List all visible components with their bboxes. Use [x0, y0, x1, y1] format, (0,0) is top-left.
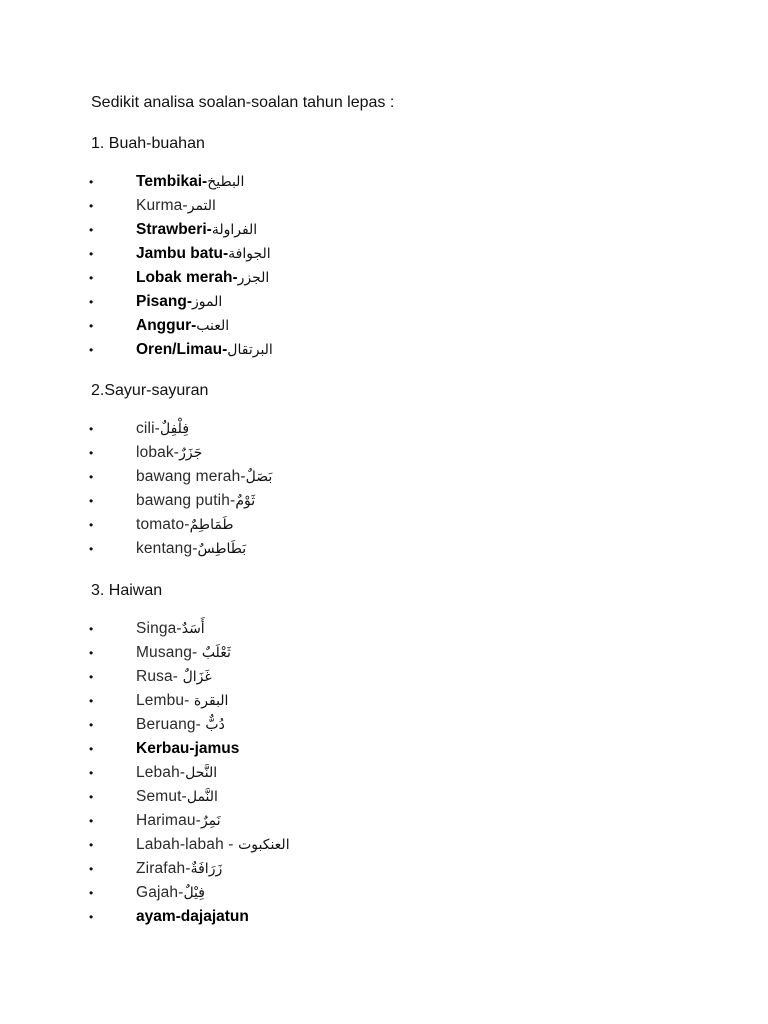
item-text — [136, 857, 222, 881]
item-text — [136, 513, 234, 537]
list-item — [0, 809, 768, 833]
list-item — [0, 417, 768, 441]
item-text — [136, 218, 257, 242]
arabic-word: بَطَاطِسٌ — [197, 541, 247, 557]
bullet-icon: • — [89, 910, 94, 924]
bullet-icon: • — [89, 422, 94, 436]
malay-word: Rusa- — [136, 668, 183, 685]
arabic-word: ثَوْمٌ — [235, 493, 256, 509]
list-item — [0, 338, 768, 362]
bullet-icon: • — [89, 862, 94, 876]
bullet-icon: • — [89, 247, 94, 261]
bullet-icon: • — [89, 766, 94, 780]
arabic-word: العنكبوت — [238, 837, 290, 853]
vegetable-list — [0, 417, 768, 561]
item-text — [136, 290, 222, 314]
bullet-icon: • — [89, 343, 94, 357]
malay-word: bawang merah- — [136, 468, 246, 485]
bullet-icon: • — [89, 494, 94, 508]
arabic-word: البطيخ — [207, 174, 245, 190]
section-title-animals: 3. Haiwan — [91, 582, 163, 599]
list-item — [0, 713, 768, 737]
malay-word: Lobak merah- — [136, 269, 238, 286]
item-text — [136, 617, 205, 641]
list-item — [0, 489, 768, 513]
bullet-icon: • — [89, 718, 94, 732]
arabic-word: دُبٌّ — [205, 717, 225, 733]
bullet-icon: • — [89, 542, 94, 556]
malay-word: Lebah- — [136, 764, 186, 781]
list-item — [0, 737, 768, 761]
malay-word: Oren/Limau- — [136, 341, 228, 358]
arabic-word: التمر — [187, 198, 216, 214]
bullet-icon: • — [89, 814, 94, 828]
bullet-icon: • — [89, 319, 94, 333]
list-item — [0, 785, 768, 809]
bullet-icon: • — [89, 646, 94, 660]
bullet-icon: • — [89, 622, 94, 636]
arabic-word: بَصَلٌ — [245, 469, 273, 485]
list-item — [0, 833, 768, 857]
list-item — [0, 465, 768, 489]
list-item — [0, 266, 768, 290]
arabic-word: النَّحل — [185, 765, 218, 781]
arabic-word: البرتقال — [227, 342, 273, 358]
intro-line: Sedikit analisa soalan-soalan tahun lepas : — [91, 94, 395, 111]
item-text — [136, 737, 239, 761]
malay-word: Kerbau-jamus — [136, 740, 240, 757]
malay-word: Jambu batu- — [136, 245, 229, 262]
item-text — [136, 537, 246, 561]
item-text — [136, 314, 229, 338]
item-text — [136, 641, 231, 665]
item-text — [136, 689, 228, 713]
item-text — [136, 266, 269, 290]
item-text — [136, 417, 189, 441]
bullet-icon: • — [89, 175, 94, 189]
malay-word: kentang- — [136, 540, 198, 557]
bullet-icon: • — [89, 742, 94, 756]
bullet-icon: • — [89, 199, 94, 213]
item-text — [136, 881, 205, 905]
arabic-word: الموز — [191, 294, 223, 310]
item-text — [136, 441, 202, 465]
malay-word: ayam-dajajatun — [136, 908, 249, 925]
list-item — [0, 689, 768, 713]
list-item — [0, 857, 768, 881]
item-text — [136, 170, 244, 194]
list-item — [0, 617, 768, 641]
list-item — [0, 537, 768, 561]
bullet-icon: • — [89, 694, 94, 708]
malay-word: Lembu- — [136, 692, 194, 709]
malay-word: Beruang- — [136, 716, 206, 733]
arabic-word: طَمَاطِمٌ — [189, 517, 234, 533]
bullet-icon: • — [89, 446, 94, 460]
bullet-icon: • — [89, 790, 94, 804]
malay-word: Semut- — [136, 788, 187, 805]
list-item — [0, 218, 768, 242]
item-text — [136, 761, 217, 785]
arabic-word: العنب — [196, 318, 230, 334]
arabic-word: فِلْفِلٌ — [160, 421, 190, 437]
bullet-icon: • — [89, 518, 94, 532]
list-item — [0, 641, 768, 665]
fruit-list — [0, 170, 768, 362]
list-item — [0, 194, 768, 218]
bullet-icon: • — [89, 223, 94, 237]
malay-word: Strawberi- — [136, 221, 212, 238]
list-item — [0, 513, 768, 537]
arabic-word: الجزر — [237, 270, 270, 286]
item-text — [136, 713, 225, 737]
arabic-word: فِيْلٌ — [183, 885, 205, 901]
malay-word: bawang putih- — [136, 492, 236, 509]
arabic-word: أَسَدٌ — [181, 621, 205, 637]
list-item — [0, 881, 768, 905]
list-item — [0, 170, 768, 194]
malay-word: Kurma- — [136, 197, 188, 214]
arabic-word: البقرة — [193, 693, 229, 709]
list-item — [0, 441, 768, 465]
arabic-word: زَرَافَةٌ — [190, 861, 223, 877]
item-text — [136, 905, 249, 929]
malay-word: Zirafah- — [136, 860, 191, 877]
section-title-vegetables: 2.Sayur-sayuran — [91, 382, 209, 399]
malay-word: cili- — [136, 420, 160, 437]
arabic-word: النَّمل — [186, 789, 218, 805]
arabic-word: ثَعْلَبٌ — [201, 645, 231, 661]
list-item — [0, 314, 768, 338]
malay-word: Anggur- — [136, 317, 197, 334]
bullet-icon: • — [89, 271, 94, 285]
bullet-icon: • — [89, 470, 94, 484]
bullet-icon: • — [89, 838, 94, 852]
malay-word: Pisang- — [136, 293, 192, 310]
animal-list — [0, 617, 768, 929]
malay-word: tomato- — [136, 516, 190, 533]
bullet-icon: • — [89, 886, 94, 900]
section-title-fruits: 1. Buah-buahan — [91, 135, 205, 152]
arabic-word: الجوافة — [228, 246, 271, 262]
item-text — [136, 489, 255, 513]
malay-word: Tembikai- — [136, 173, 208, 190]
arabic-word: نَمِرٌ — [200, 813, 221, 829]
list-item — [0, 290, 768, 314]
item-text — [136, 809, 221, 833]
item-text — [136, 194, 216, 218]
malay-word: Labah-labah - — [136, 836, 239, 853]
malay-word: Musang- — [136, 644, 202, 661]
item-text — [136, 665, 212, 689]
item-text — [136, 833, 290, 857]
bullet-icon: • — [89, 295, 94, 309]
item-text — [136, 338, 273, 362]
malay-word: Harimau- — [136, 812, 201, 829]
list-item — [0, 761, 768, 785]
item-text — [136, 465, 272, 489]
malay-word: Singa- — [136, 620, 182, 637]
item-text — [136, 242, 271, 266]
list-item — [0, 242, 768, 266]
bullet-icon: • — [89, 670, 94, 684]
malay-word: lobak- — [136, 444, 180, 461]
arabic-word: جَزَرٌ — [179, 445, 203, 461]
arabic-word: الفراولة — [211, 222, 258, 238]
list-item — [0, 905, 768, 929]
list-item — [0, 665, 768, 689]
item-text — [136, 785, 218, 809]
arabic-word: غَزَالٌ — [182, 669, 212, 685]
malay-word: Gajah- — [136, 884, 184, 901]
